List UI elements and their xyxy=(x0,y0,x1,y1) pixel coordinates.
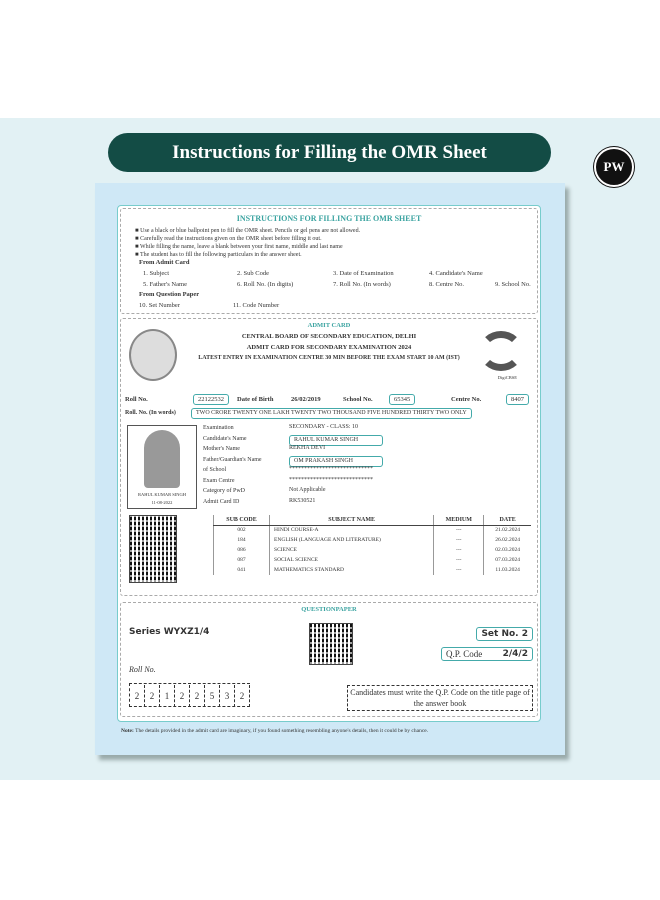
words-field: TWO CRORE TWENTY ONE LAKH TWENTY TWO THOUSAND FIVE HUNDRED THIRTY TWO ONLY xyxy=(191,408,472,419)
column-header: DATE xyxy=(484,515,531,525)
digicbse-logo xyxy=(479,331,523,371)
qp-item: 10. Set Number xyxy=(139,302,180,309)
qp-code-notice: Candidates must write the Q.P. Code on the title page of the answer book xyxy=(347,685,533,711)
note-label: Note: xyxy=(121,728,134,734)
detail-value: RK530521 xyxy=(289,497,316,504)
from-admit-label: From Admit Card xyxy=(139,259,190,266)
centre-label: Centre No. xyxy=(451,396,482,403)
table-cell: 02.03.2024 xyxy=(484,545,531,555)
detail-value: **************************** xyxy=(289,476,373,483)
note-text: The details provided in the admit card are imaginary, if you found something resembling anyone's details, then it could be by chance. xyxy=(135,728,429,734)
admit-item: 6. Roll No. (In digits) xyxy=(237,281,294,288)
qp-roll-label: Roll No. xyxy=(129,665,156,674)
detail-label: Father/Guardian's Name xyxy=(203,456,262,463)
photo-name: RAHUL KUMAR SINGH xyxy=(137,492,187,497)
admit-card-sheet xyxy=(95,183,565,755)
table-row xyxy=(214,535,532,545)
table-cell: --- xyxy=(434,535,484,545)
table-cell: SCIENCE xyxy=(270,545,434,555)
qp-qr-code xyxy=(309,623,353,665)
detail-label: Category of PwD xyxy=(203,488,245,494)
roll-digit: 5 xyxy=(205,685,220,707)
roll-digit-boxes xyxy=(129,683,250,707)
detail-label: of School xyxy=(203,467,227,473)
roll-label: Roll No. xyxy=(125,396,148,403)
series: Series WYXZ1/4 xyxy=(129,627,210,637)
table-cell: 07.03.2024 xyxy=(484,555,531,565)
column-header: MEDIUM xyxy=(434,515,484,525)
admit-item: 7. Roll No. (In words) xyxy=(333,281,391,288)
centre-field: 8407 xyxy=(506,394,529,405)
words-label: Roll. No. (In words) xyxy=(125,410,176,416)
instruction-bullet: ■ The student has to fill the following particulars in the answer sheet. xyxy=(135,252,302,258)
subjects-table xyxy=(213,515,531,575)
qp-code-field xyxy=(441,647,533,661)
detail-value: OM PRAKASH SINGH xyxy=(289,456,383,467)
table-cell: 086 xyxy=(214,545,270,555)
roll-digit: 3 xyxy=(220,685,235,707)
qp-code: 2/4/2 xyxy=(502,649,528,659)
admit-card-heading: ADMIT CARD xyxy=(307,322,351,329)
instruction-bullet: ■ Use a black or blue ballpoint pen to fill the OMR sheet. Pencils or gel pens are not allowed. xyxy=(135,228,361,234)
table-cell: HINDI COURSE-A xyxy=(270,525,434,535)
detail-value: Not Applicable xyxy=(289,487,326,493)
admit-item: 3. Date of Examination xyxy=(333,270,394,277)
admit-qr-code xyxy=(129,515,177,583)
table-row xyxy=(214,525,532,535)
table-cell: 26.02.2024 xyxy=(484,535,531,545)
set-number: Set No. 2 xyxy=(476,627,533,641)
dob-label: Date of Birth xyxy=(237,396,274,403)
qp-item: 11. Code Number xyxy=(233,302,280,309)
pw-logo: PW xyxy=(594,147,634,187)
dob-value: 26/02/2019 xyxy=(291,396,321,403)
qp-code-label: Q.P. Code xyxy=(446,649,483,659)
table-row xyxy=(214,555,532,565)
table-cell: --- xyxy=(434,565,484,575)
exam-name: ADMIT CARD FOR SECONDARY EXAMINATION 2024 xyxy=(246,344,412,351)
school-label: School No. xyxy=(343,396,373,403)
table-cell: --- xyxy=(434,555,484,565)
photo-date: 11-08-2022 xyxy=(151,500,173,505)
detail-label: Candidate's Name xyxy=(203,435,247,442)
candidate-photo xyxy=(127,425,197,509)
detail-value: **************************** xyxy=(289,466,373,472)
detail-label: Examination xyxy=(203,425,234,431)
instructions-box xyxy=(120,208,538,314)
roll-digit: 2 xyxy=(145,685,160,707)
detail-label: Mother's Name xyxy=(203,446,240,452)
table-cell: --- xyxy=(434,525,484,535)
roll-digit: 1 xyxy=(160,685,175,707)
roll-digit: 2 xyxy=(175,685,190,707)
table-cell: 041 xyxy=(214,565,270,575)
qp-heading: QUESTIONPAPER xyxy=(301,606,357,613)
digicbse-label: DigiCBSE xyxy=(497,375,517,380)
admit-item: 9. School No. xyxy=(495,281,531,288)
table-cell: 184 xyxy=(214,535,270,545)
table-cell: SOCIAL SCIENCE xyxy=(270,555,434,565)
admit-item: 1. Subject xyxy=(143,270,169,277)
admit-card-box xyxy=(120,318,538,596)
detail-label: Exam Centre xyxy=(203,477,235,484)
admit-item: 8. Centre No. xyxy=(429,281,465,288)
table-cell: --- xyxy=(434,545,484,555)
roll-digit: 2 xyxy=(235,685,250,707)
roll-digit: 2 xyxy=(130,685,145,707)
detail-value: SECONDARY - CLASS: 10 xyxy=(289,424,358,430)
instructions-heading: INSTRUCTIONS FOR FILLING THE OMR SHEET xyxy=(236,214,422,223)
table-cell: 21.02.2024 xyxy=(484,525,531,535)
detail-label: Admit Card ID xyxy=(203,498,240,505)
column-header: SUBJECT NAME xyxy=(270,515,434,525)
table-cell: 087 xyxy=(214,555,270,565)
detail-value: RAHUL KUMAR SINGH xyxy=(289,435,383,446)
sheet-panel xyxy=(117,205,541,722)
table-cell: 002 xyxy=(214,525,270,535)
instruction-bullet: ■ Carefully read the instructions given on the OMR sheet before filling it out. xyxy=(135,236,322,242)
table-cell: 11.03.2024 xyxy=(484,565,531,575)
roll-digit: 2 xyxy=(190,685,205,707)
admit-item: 2. Sub Code xyxy=(237,270,269,277)
page-title: Instructions for Filling the OMR Sheet xyxy=(108,133,551,172)
roll-field: 22122532 xyxy=(193,394,229,405)
table-cell: ENGLISH (LANGUAGE AND LITERATURE) xyxy=(270,535,434,545)
note xyxy=(121,728,428,734)
from-qp-label: From Question Paper xyxy=(139,291,200,298)
detail-value: REKHA DEVI xyxy=(289,445,326,451)
board-name: CENTRAL BOARD OF SECONDARY EDUCATION, DELHI xyxy=(241,333,417,340)
table-row xyxy=(214,565,532,575)
column-header: SUB CODE xyxy=(214,515,270,525)
admit-item: 4. Candidate's Name xyxy=(429,270,483,277)
instruction-bullet: ■ While filling the name, leave a blank between your first name, middle and last name xyxy=(135,244,343,250)
school-field: 65345 xyxy=(389,394,415,405)
admit-item: 5. Father's Name xyxy=(143,281,187,288)
question-paper-box xyxy=(120,602,538,717)
table-cell: MATHEMATICS STANDARD xyxy=(270,565,434,575)
table-row xyxy=(214,545,532,555)
entry-notice: LATEST ENTRY IN EXAMINATION CENTRE 30 MIN BEFORE THE EXAM START 10 AM (IST) xyxy=(198,355,460,361)
